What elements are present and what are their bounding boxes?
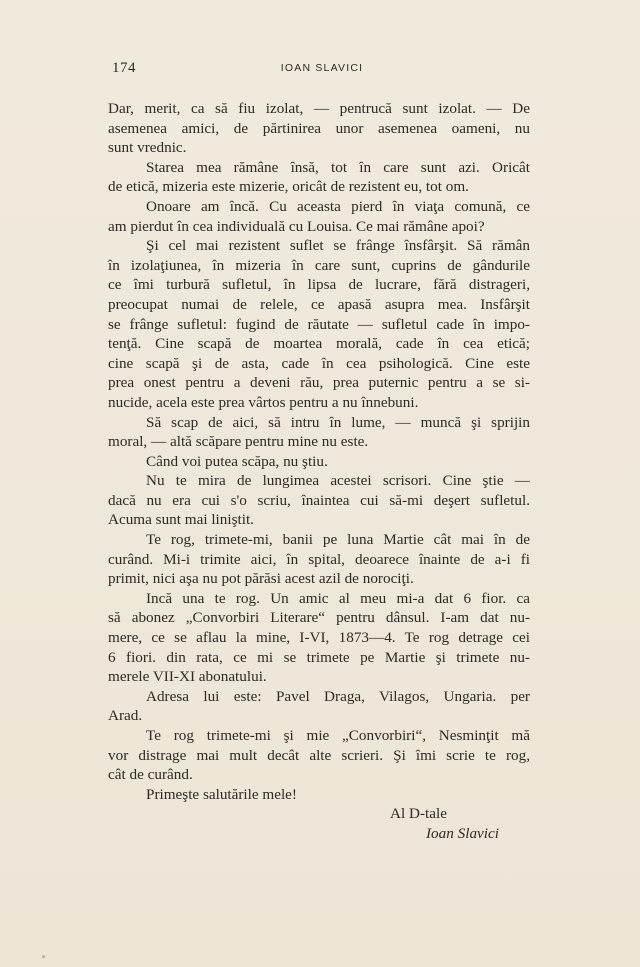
text-line: Şi cel mai rezistent suflet se frânge însfârşit. Să rămân bbox=[146, 237, 530, 255]
text-line: cine scapă şi de asta, cade în cea psihologică. Cine este bbox=[108, 354, 530, 372]
text-line: sunt vrednic. bbox=[108, 139, 187, 157]
text-line: Te rog, trimete-mi, banii pe luna Martie cât mai în de bbox=[146, 531, 530, 549]
text-line: 6 fiori. din rata, ce mi se trimete pe Martie şi trimete nu- bbox=[108, 648, 530, 666]
text-line: cât de curând. bbox=[108, 766, 193, 784]
paragraph bbox=[108, 726, 530, 785]
text-line: mere, ce se aflau la mine, I-VI, 1873—4. Te rog detrage cei bbox=[108, 629, 530, 647]
text-line: Când voi putea scăpa, nu ştiu. bbox=[146, 452, 328, 470]
text-line: Starea mea rămâne însă, tot în care sunt azi. Oricât bbox=[146, 158, 530, 176]
paragraph bbox=[108, 413, 530, 452]
text-line: în izolaţiunea, în mizeria în care sunt, cuprins de gândurile bbox=[108, 256, 530, 274]
text-line: curând. Mi-i trimite aici, în spital, deoarece înainte de a-i fi bbox=[108, 550, 530, 568]
paragraph bbox=[108, 158, 530, 197]
paragraph bbox=[108, 452, 530, 472]
text-line: nucide, acela este prea vârtos pentru a nu înnebuni. bbox=[108, 393, 419, 411]
running-head: IOAN SLAVICI bbox=[280, 62, 364, 74]
text-line: să abonez „Convorbiri Literare“ pentru dânsul. I-am dat nu- bbox=[108, 609, 530, 627]
text-line: primit, nici aşa nu pot părăsi acest azil de norociţi. bbox=[108, 570, 414, 588]
text-line: Să scap de aici, să intru în lume, — muncă şi sprijin bbox=[146, 413, 530, 431]
text-line: preocupat numai de relele, ce apasă asupra mea. Insfârşit bbox=[108, 295, 530, 313]
text-line: de etică, mizeria este mizerie, oricât de rezistent eu, tot om. bbox=[108, 178, 469, 196]
paragraph bbox=[108, 530, 530, 589]
text-line: prea onest pentru a deveni rău, prea puternic pentru a se si- bbox=[108, 374, 530, 392]
text-line: moral, — altă scăpare pentru mine nu este. bbox=[108, 433, 369, 451]
letter-body bbox=[108, 99, 530, 844]
text-line: Onoare am încă. Cu aceasta pierd în viaţa comună, ce bbox=[146, 197, 530, 215]
text-line: Te rog trimete-mi şi mie „Convorbiri“, Nesminţit mă bbox=[146, 727, 530, 744]
text-line: Acuma sunt mai liniştit. bbox=[108, 511, 254, 529]
paragraph bbox=[108, 197, 530, 236]
text-line: asemenea amici, de părtinirea unor asemenea oameni, nu bbox=[108, 119, 530, 137]
page-header bbox=[112, 60, 532, 84]
letter-closing bbox=[108, 785, 530, 844]
closing-address: Al D-tale bbox=[390, 805, 447, 823]
text-line: merele VII-XI abonatului. bbox=[108, 668, 267, 686]
paragraph bbox=[108, 687, 530, 726]
text-line: vor distrage mai mult decât alte scrieri. Şi îmi scrie te rog, bbox=[108, 746, 530, 764]
text-line: Nu te mira de lungimea acestei scrisori. Cine ştie — bbox=[146, 472, 530, 490]
paragraph bbox=[108, 99, 530, 158]
closing-greeting: Primeşte salutările mele! bbox=[146, 785, 297, 803]
page-speck bbox=[42, 955, 45, 958]
text-line: dacă nu era cui s'o scriu, înaintea cui să-mi deşert sufletul. bbox=[108, 491, 530, 509]
text-line: tenţă. Cine scapă de moartea morală, cade în cea etică; bbox=[108, 335, 530, 353]
page-number: 174 bbox=[112, 60, 136, 76]
paragraph bbox=[108, 471, 530, 530]
text-line: Arad. bbox=[108, 707, 143, 725]
text-line: Adresa lui este: Pavel Draga, Vilagos, Ungaria. per bbox=[146, 687, 530, 705]
paragraph bbox=[108, 236, 530, 412]
text-line: am pierdut în cea individuală cu Louisa. Ce mai rămâne apoi? bbox=[108, 217, 485, 235]
text-line: se frânge sufletul: fugind de răutate — sufletul cade în impo- bbox=[108, 315, 530, 333]
text-line: Dar, merit, ca să fiu izolat, — pentrucă sunt izolat. — De bbox=[108, 100, 530, 117]
paragraph bbox=[108, 589, 530, 687]
text-line: ce îmi turbură sufletul, în lipsa de lucrare, fără distrageri, bbox=[108, 276, 530, 294]
text-line: Incă una te rog. Un amic al meu mi-a dat 6 fior. ca bbox=[146, 589, 530, 607]
signature: Ioan Slavici bbox=[426, 824, 499, 842]
